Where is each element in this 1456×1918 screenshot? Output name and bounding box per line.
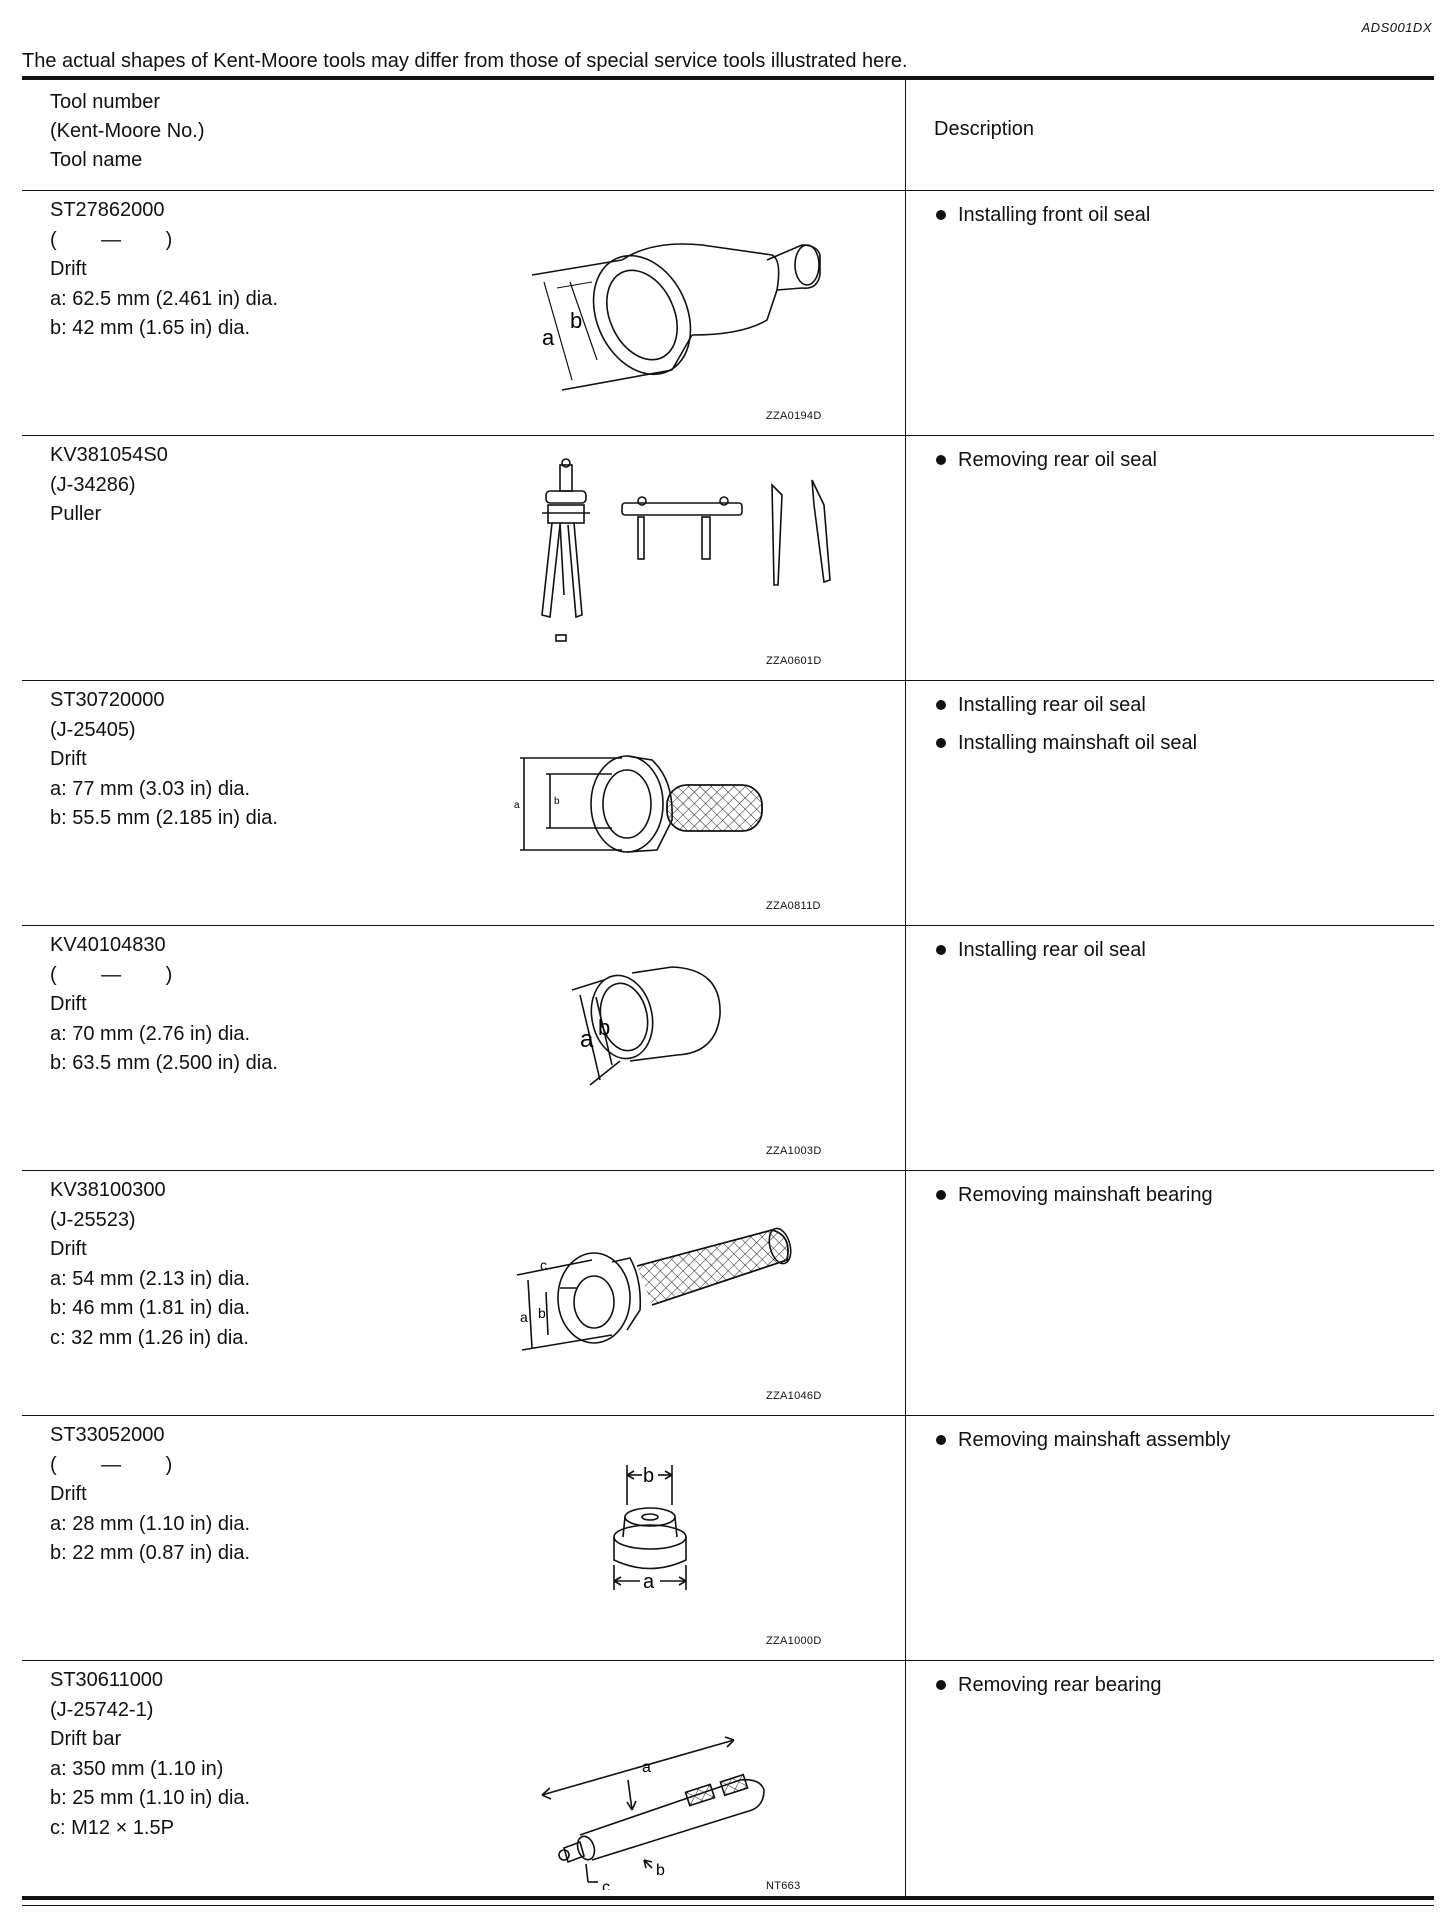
tool-spec: a: 350 mm (1.10 in) (50, 1757, 224, 1780)
tool-spec: b: 25 mm (1.10 in) dia. (50, 1787, 251, 1809)
table-row (22, 680, 1434, 926)
tool-info (50, 686, 278, 834)
svg-text:c: c (602, 1879, 610, 1890)
svg-text:b: b (643, 1465, 655, 1487)
tool-description (934, 1176, 1213, 1214)
description-item: Installing rear oil seal (934, 931, 1146, 969)
kent-moore-number: (J-25405) (50, 718, 136, 741)
description-item: Installing rear oil seal (934, 686, 1197, 724)
figure-code: NT663 (766, 1880, 801, 1892)
svg-text:b: b (538, 1305, 546, 1321)
tool-name: Drift (50, 748, 87, 770)
header-description: Description (934, 118, 1035, 140)
svg-text:b: b (554, 796, 560, 807)
tool-spec: b: 55.5 mm (2.185 in) dia. (50, 807, 278, 829)
tool-name: Drift bar (50, 1728, 122, 1750)
tool-info (50, 196, 278, 344)
svg-text:b: b (656, 1862, 665, 1879)
header-tool-number: Tool number (50, 91, 161, 113)
figure-code: ZZA0194D (766, 410, 822, 422)
tool-description (934, 196, 1150, 234)
description-item: Removing rear bearing (934, 1666, 1161, 1704)
drift-icon (502, 1425, 882, 1645)
figure-code: ZZA1003D (766, 1145, 822, 1157)
tool-spec: a: 70 mm (2.76 in) dia. (50, 1022, 251, 1045)
tool-info (50, 1666, 250, 1843)
tool-spec: b: 63.5 mm (2.500 in) dia. (50, 1052, 278, 1074)
svg-text:a: a (643, 1571, 655, 1593)
tool-description (934, 686, 1197, 762)
tool-spec: b: 46 mm (1.81 in) dia. (50, 1297, 251, 1319)
svg-text:a: a (642, 1759, 651, 1776)
kent-moore-number: ( — ) (50, 228, 173, 251)
tool-name: Drift (50, 1483, 87, 1505)
svg-text:b: b (598, 1015, 611, 1040)
kent-moore-number: (J-34286) (50, 473, 136, 496)
tool-description (934, 1666, 1161, 1704)
column-divider (905, 80, 906, 1896)
tool-spec: c: M12 × 1.5P (50, 1816, 174, 1839)
tool-info (50, 931, 278, 1079)
tool-spec: a: 54 mm (2.13 in) dia. (50, 1267, 251, 1290)
drift-icon (502, 1180, 882, 1400)
table-row (22, 190, 1434, 436)
header-tool-column (50, 88, 205, 175)
note-text: The actual shapes of Kent-Moore tools may differ from those of special service tools illustrated here. (22, 50, 908, 72)
drift-icon (502, 690, 882, 910)
kent-moore-number: ( — ) (50, 1453, 173, 1476)
tool-spec: c: 32 mm (1.26 in) dia. (50, 1326, 249, 1349)
bottom-rule (22, 1896, 1434, 1900)
tool-name: Drift (50, 1238, 87, 1260)
tool-number: KV381054S0 (50, 444, 168, 466)
kent-moore-number: ( — ) (50, 963, 173, 986)
description-item: Removing mainshaft assembly (934, 1421, 1230, 1459)
figure-code: ZZA0811D (766, 900, 821, 912)
document-code: ADS001DX (1361, 20, 1432, 35)
tool-description (934, 441, 1157, 479)
tool-name: Puller (50, 503, 102, 525)
svg-text:b: b (570, 308, 583, 333)
description-item: Installing mainshaft oil seal (934, 724, 1197, 762)
svg-text:a: a (542, 325, 555, 350)
tool-spec: b: 42 mm (1.65 in) dia. (50, 317, 251, 339)
drift-icon (502, 935, 882, 1155)
tool-info (50, 441, 168, 530)
tool-number: ST30720000 (50, 689, 165, 711)
tool-info (50, 1421, 250, 1569)
tool-info (50, 1176, 250, 1353)
tool-description (934, 931, 1146, 969)
special-tools-table (22, 80, 1434, 1896)
svg-text:a: a (514, 800, 520, 811)
header-kent-moore-no: (Kent-Moore No.) (50, 120, 205, 142)
drift-bar-icon (502, 1670, 882, 1890)
tool-description (934, 1421, 1230, 1459)
svg-text:a: a (580, 1026, 594, 1053)
drift-icon (502, 200, 882, 420)
tool-number: ST27862000 (50, 199, 165, 221)
tool-spec: a: 62.5 mm (2.461 in) dia. (50, 287, 278, 310)
description-item: Removing mainshaft bearing (934, 1176, 1213, 1214)
figure-code: ZZA0601D (766, 655, 822, 667)
puller-icon (502, 445, 882, 665)
tool-spec: a: 77 mm (3.03 in) dia. (50, 777, 251, 800)
tool-number: KV38100300 (50, 1179, 166, 1201)
svg-text:c: c (540, 1257, 547, 1273)
kent-moore-number: (J-25742-1) (50, 1698, 154, 1721)
table-row (22, 1660, 1434, 1906)
table-row (22, 1170, 1434, 1416)
kent-moore-number: (J-25523) (50, 1208, 136, 1231)
figure-code: ZZA1000D (766, 1635, 822, 1647)
table-row (22, 1415, 1434, 1661)
tool-name: Drift (50, 258, 87, 280)
description-item: Removing rear oil seal (934, 441, 1157, 479)
table-row (22, 435, 1434, 681)
tool-number: KV40104830 (50, 934, 166, 956)
svg-text:a: a (520, 1309, 528, 1325)
tool-number: ST33052000 (50, 1424, 165, 1446)
description-item: Installing front oil seal (934, 196, 1150, 234)
figure-code: ZZA1046D (766, 1390, 822, 1402)
header-tool-name: Tool name (50, 149, 143, 171)
tool-number: ST30611000 (50, 1669, 164, 1691)
table-header (22, 80, 1434, 191)
tool-spec: b: 22 mm (0.87 in) dia. (50, 1542, 251, 1564)
tool-spec: a: 28 mm (1.10 in) dia. (50, 1512, 251, 1535)
table-row (22, 925, 1434, 1171)
tool-name: Drift (50, 993, 87, 1015)
